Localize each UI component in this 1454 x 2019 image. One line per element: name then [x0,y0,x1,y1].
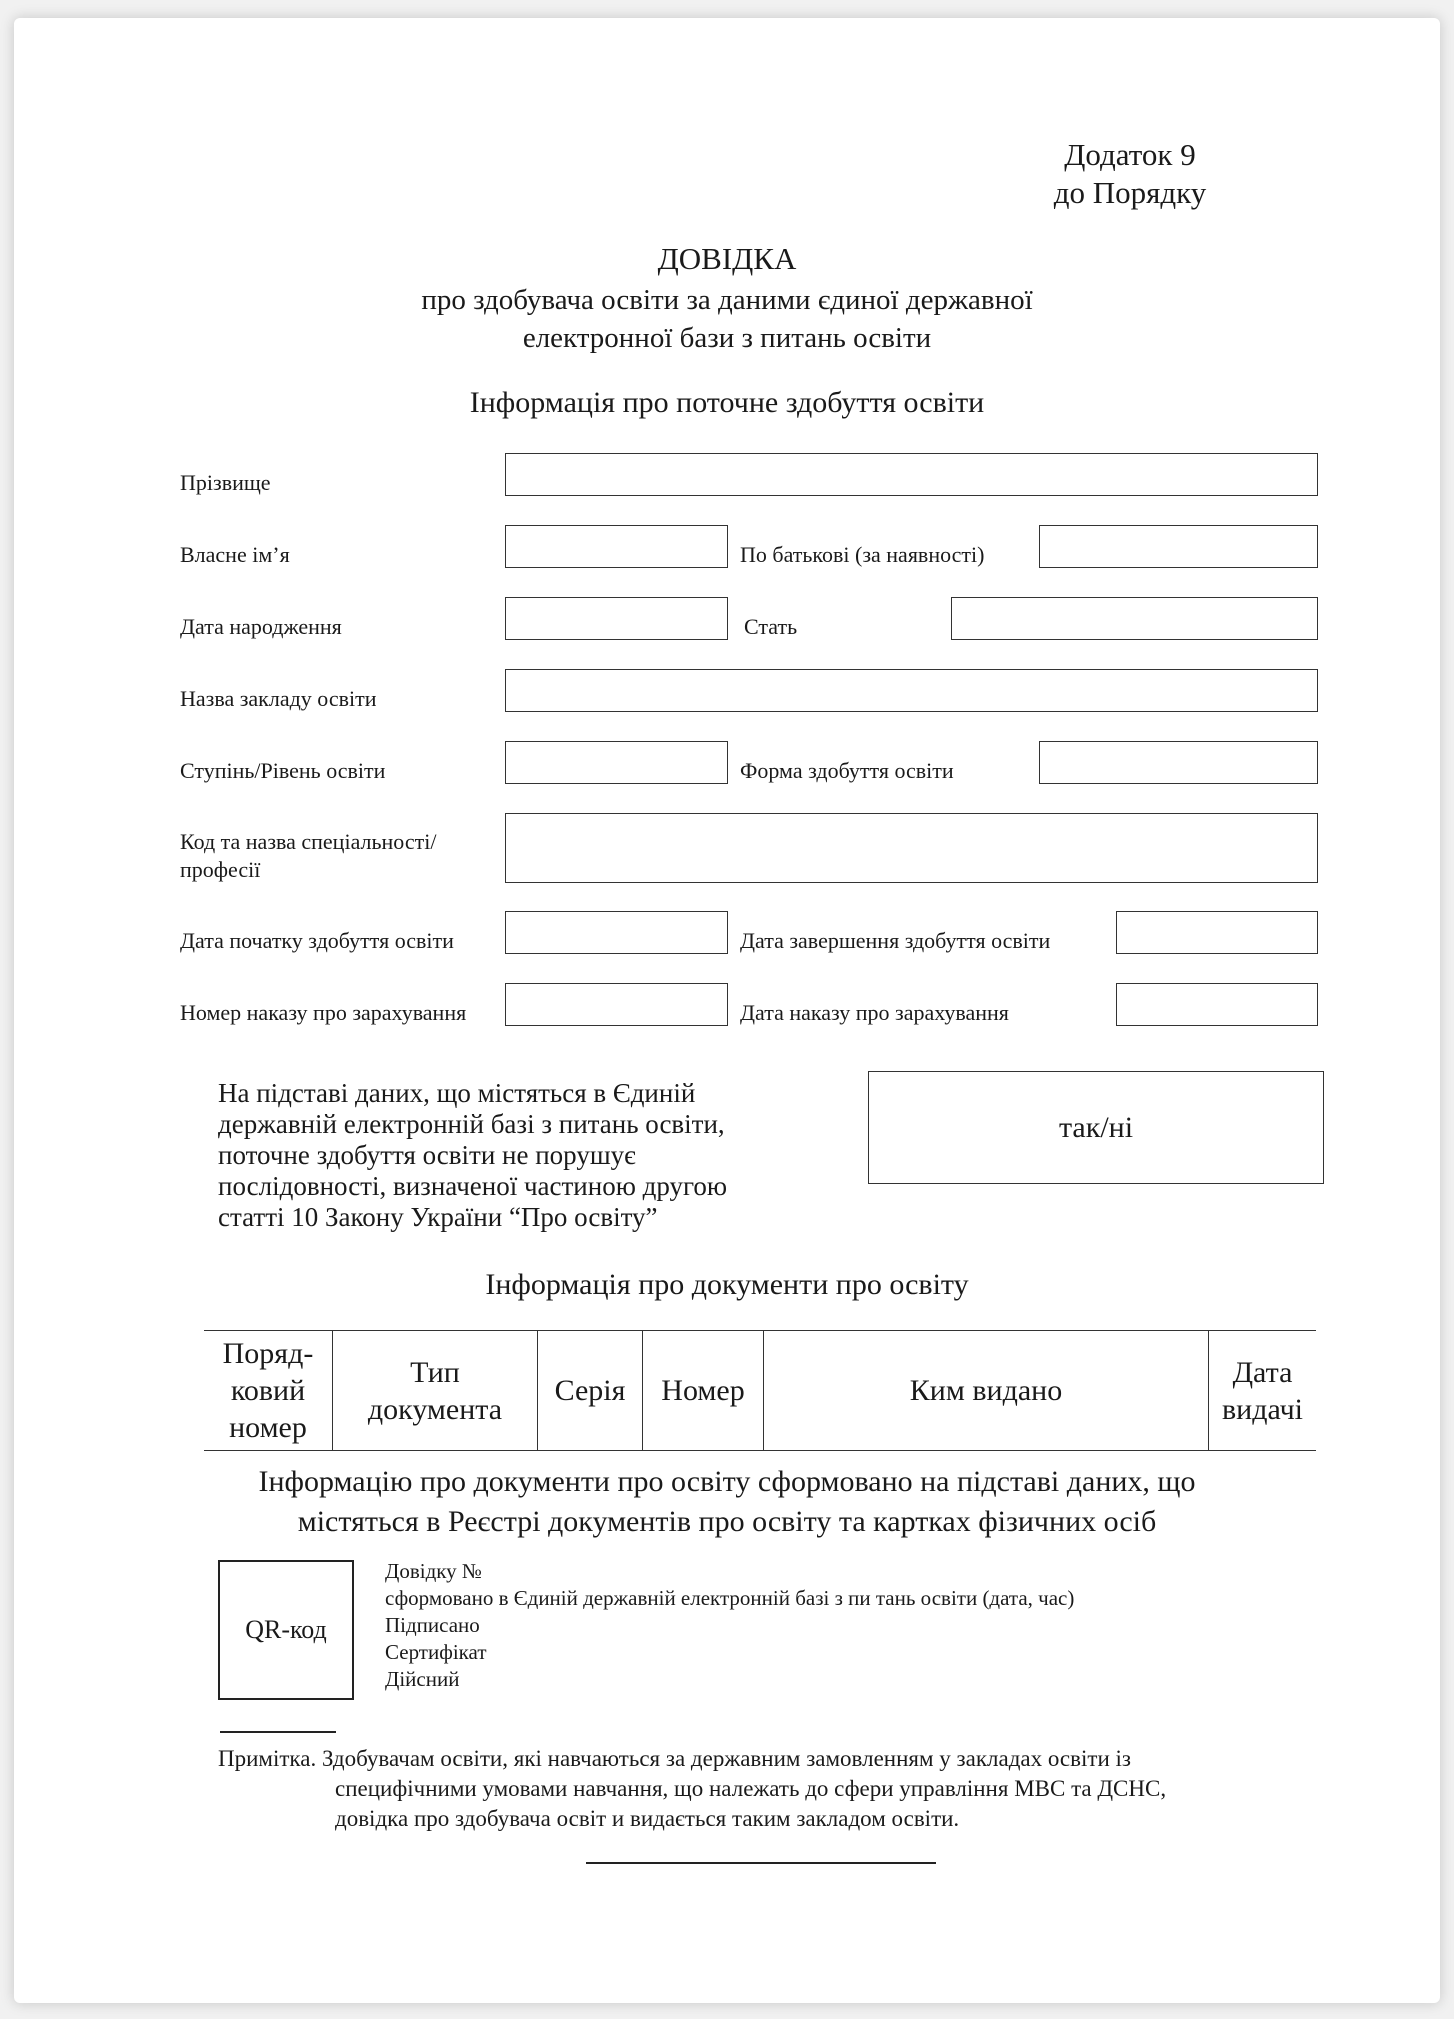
documents-source-line1: Інформацію про документи про освіту сформовано на підставі даних, що [258,1465,1196,1498]
document-subtitle-line1: про здобувача освіти за даними єдиної державної [421,284,1033,316]
birth-date-field[interactable] [505,597,728,640]
certificate-valid-line: Дійсний [385,1667,460,1691]
surname-label: Прізвище [180,470,271,495]
annex-reference [1040,136,1220,212]
statement-line: статті 10 Закону України “Про освіту” [218,1202,658,1232]
column-issue-date [1209,1331,1317,1451]
given-name-label: Власне ім’я [180,542,290,567]
annex-order: до Порядку [1053,175,1207,210]
certificate-cert-line: Сертифікат [385,1640,487,1664]
section-documents-title: Інформація про документи про освіту [485,1268,969,1301]
order-number-field[interactable] [505,983,728,1026]
sex-field[interactable] [951,597,1318,640]
qr-code-label: QR-код [245,1615,327,1644]
sequence-statement [218,1078,727,1233]
statement-line: послідовності, визначеної частиною другою [218,1171,728,1201]
specialty-label-line1: Код та назва спеціальності/ [180,829,437,854]
qr-code-box [218,1560,354,1700]
patronymic-label: По батькові (за наявності) [740,542,985,567]
note-line2: специфічними умовами навчання, що належать до сфери управління МВС та ДСНС, [335,1776,1167,1801]
header-text: Номер [661,1374,745,1407]
yes-no-box[interactable] [868,1071,1324,1184]
documents-table [204,1330,1316,1451]
section-current-education-title: Інформація про поточне здобуття освіти [469,386,985,419]
yes-no-value: так/ні [1058,1110,1134,1144]
education-form-label: Форма здобуття освіти [740,758,954,783]
table-header-row [204,1331,1316,1451]
document-title: ДОВІДКА [657,241,797,276]
header-text: Дата [1232,1355,1293,1389]
header-text: номер [229,1411,307,1444]
column-issued-by [764,1331,1209,1451]
end-date-label: Дата завершення здобуття освіти [740,928,1051,953]
certificate-generated-line: сформовано в Єдиній державній електронній базі з пи тань освіти (дата, час) [385,1586,1075,1610]
institution-field[interactable] [505,669,1318,712]
footnote-separator [220,1731,336,1733]
header-text: Ким видано [909,1374,1063,1407]
header-text: Поряд- [222,1337,314,1370]
statement-line: державній електронній базі з питань освіти, [218,1109,725,1139]
document-subtitle-line2: електронної бази з питань освіти [522,322,932,354]
education-form-field[interactable] [1039,741,1318,784]
order-number-label: Номер наказу про зарахування [180,1000,467,1025]
specialty-field[interactable] [505,813,1318,883]
note-line1: Примітка. Здобувачам освіти, які навчаються за державним замовленням у закладах освіти із [218,1746,1131,1771]
column-number [643,1331,764,1451]
certificate-signed-line: Підписано [385,1613,480,1637]
institution-label: Назва закладу освіти [180,686,377,711]
certificate-number-line: Довідку № [385,1559,482,1583]
column-series [538,1331,643,1451]
statement-line: На підставі даних, що містяться в Єдиній [218,1078,696,1108]
patronymic-field[interactable] [1039,525,1318,568]
surname-field[interactable] [505,453,1318,496]
column-document-type [333,1331,538,1451]
header-text: документа [367,1392,503,1426]
closing-rule [586,1862,936,1864]
annex-number: Додаток 9 [1064,137,1196,172]
header-text: видачі [1221,1392,1304,1426]
start-date-label: Дата початку здобуття освіти [180,928,454,953]
level-field[interactable] [505,741,728,784]
order-date-label: Дата наказу про зарахування [740,1000,1009,1025]
documents-source-line2: містяться в Реєстрі документів про освіту та картках фізичних осіб [297,1505,1157,1538]
given-name-field[interactable] [505,525,728,568]
statement-line: поточне здобуття освіти не порушує [218,1140,636,1170]
note-line3: довідка про здобувача освіт и видається таким закладом освіти. [335,1806,960,1831]
birth-date-label: Дата народження [180,614,342,639]
end-date-field[interactable] [1116,911,1318,954]
header-text: ковий [230,1374,306,1407]
specialty-label-line2: професії [180,857,261,882]
column-ordinal [204,1331,333,1451]
order-date-field[interactable] [1116,983,1318,1026]
sex-label: Стать [744,614,798,639]
level-label: Ступінь/Рівень освіти [180,758,386,783]
start-date-field[interactable] [505,911,728,954]
header-text: Серія [554,1374,626,1407]
header-text: Тип [410,1355,460,1389]
